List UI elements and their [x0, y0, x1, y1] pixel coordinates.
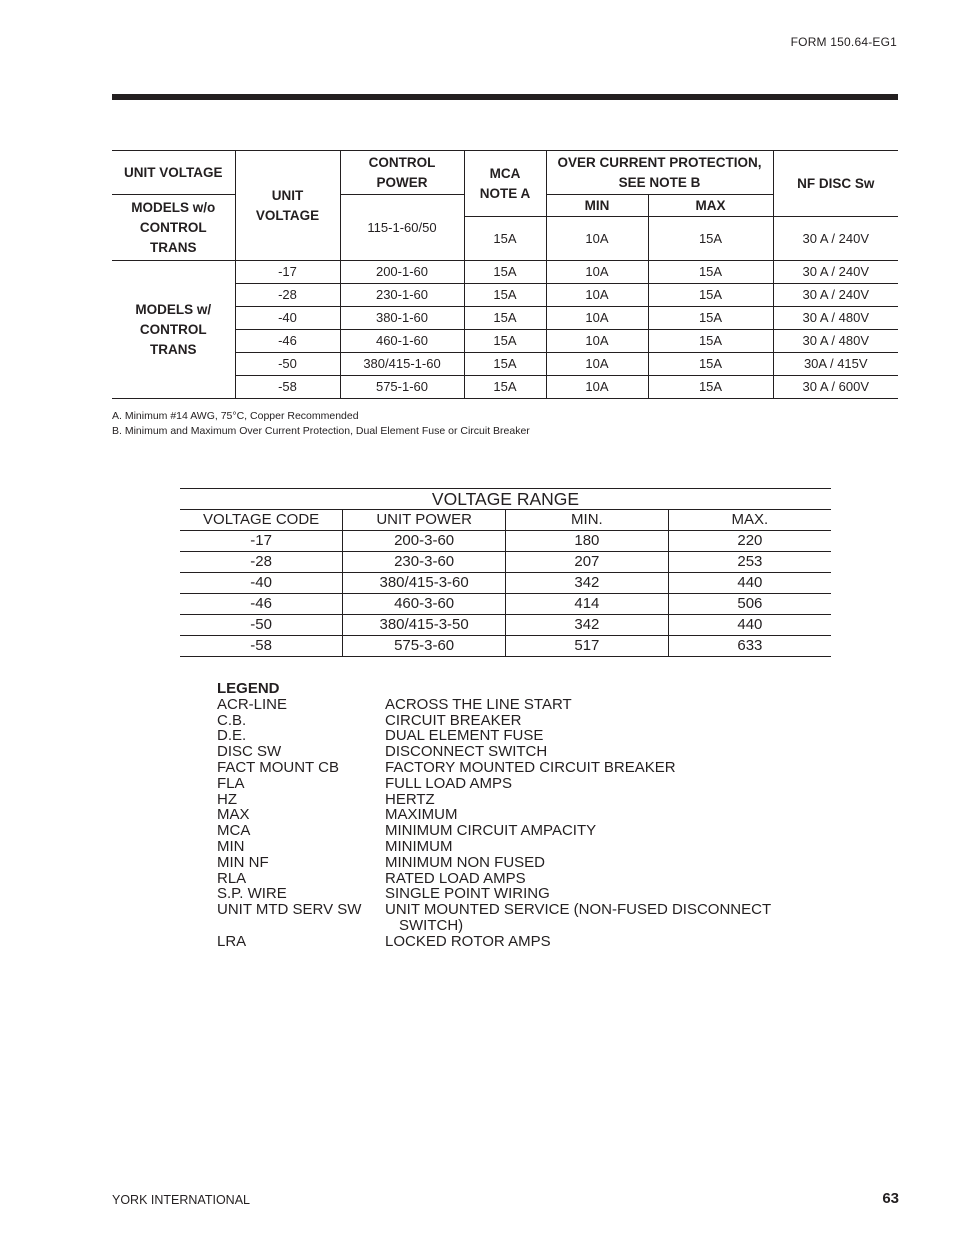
table-row: [180, 531, 831, 552]
legend-item: [217, 855, 805, 871]
nf-disc-cell: 30 A / 240V: [773, 261, 898, 284]
unit-voltage-header: [235, 151, 340, 261]
table-row: [180, 594, 831, 615]
mca-cell: 15A: [464, 307, 546, 330]
legend-desc: HERTZ: [385, 790, 435, 808]
legend-item: [217, 934, 805, 950]
legend-item: [217, 871, 805, 887]
max-cell: 506: [668, 594, 831, 615]
header-line: MCA: [489, 165, 521, 181]
legend-abbr: HZ: [217, 790, 237, 808]
form-number: FORM 150.64-EG1: [790, 35, 897, 49]
table-row: [112, 261, 898, 284]
header-line: SEE NOTE B: [618, 174, 701, 190]
label-line: CONTROL: [139, 321, 207, 337]
voltage-range-header-row: [180, 510, 831, 531]
unit-voltage-cell: -58: [235, 376, 340, 399]
models-w-label: [112, 261, 235, 399]
legend-abbr: S.P. WIRE: [217, 885, 287, 903]
legend-item: [217, 728, 805, 744]
legend-item: [217, 776, 805, 792]
legend-abbr: D.E.: [217, 727, 247, 745]
header-line: NOTE A: [479, 185, 531, 201]
nf-disc-cell: 30 A / 600V: [773, 376, 898, 399]
legend-desc: FULL LOAD AMPS: [385, 774, 512, 792]
unit-power-cell: 200-3-60: [343, 531, 506, 552]
legend-item: [217, 839, 805, 855]
header-line: POWER: [376, 174, 428, 190]
legend-desc: SINGLE POINT WIRING: [385, 885, 550, 903]
legend-item: [217, 886, 805, 902]
legend-desc: MINIMUM CIRCUIT AMPACITY: [385, 822, 597, 840]
table-notes: [112, 409, 530, 439]
note-a: A. Minimum #14 AWG, 75°C, Copper Recommended: [112, 410, 359, 422]
max-cell: 15A: [648, 307, 773, 330]
legend-desc: [385, 902, 805, 934]
voltage-code-cell: -58: [180, 636, 343, 657]
models-wo-min: 10A: [546, 217, 648, 261]
max-header: MAX: [648, 195, 773, 217]
unit-voltage-cell: -17: [235, 261, 340, 284]
legend-desc: ACROSS THE LINE START: [385, 695, 572, 713]
label-line: TRANS: [150, 239, 197, 255]
header-line: CONTROL: [368, 154, 436, 170]
min-cell: 10A: [546, 307, 648, 330]
legend-desc: DISCONNECT SWITCH: [385, 743, 548, 761]
min-header: MIN: [546, 195, 648, 217]
max-cell: 15A: [648, 261, 773, 284]
unit-power-cell: 230-3-60: [343, 552, 506, 573]
control-power-cell: 575-1-60: [340, 376, 464, 399]
legend-item: [217, 697, 805, 713]
legend-title: LEGEND: [217, 680, 280, 697]
control-power-cell: 380-1-60: [340, 307, 464, 330]
legend-item: [217, 760, 805, 776]
header-line: VOLTAGE: [255, 207, 320, 223]
unit-voltage-group-header: UNIT VOLTAGE: [112, 151, 235, 195]
legend-item: [217, 792, 805, 808]
unit-power-cell: 380/415-3-60: [343, 573, 506, 594]
label-line: TRANS: [150, 341, 197, 357]
min-cell: 10A: [546, 330, 648, 353]
mca-cell: 15A: [464, 284, 546, 307]
voltage-code-cell: -50: [180, 615, 343, 636]
max-cell: 15A: [648, 353, 773, 376]
unit-voltage-cell: -40: [235, 307, 340, 330]
legend-abbr: MCA: [217, 822, 251, 840]
nf-disc-cell: 30 A / 240V: [773, 284, 898, 307]
header-line: UNIT: [271, 187, 304, 203]
legend-desc: FACTORY MOUNTED CIRCUIT BREAKER: [385, 758, 676, 776]
voltage-range-title-row: [180, 489, 831, 510]
legend-item: [217, 713, 805, 729]
legend-abbr: RLA: [217, 869, 247, 887]
max-cell: 440: [668, 615, 831, 636]
column-header: MAX.: [668, 510, 831, 531]
label-line: CONTROL: [139, 219, 207, 235]
nf-disc-cell: 30A / 415V: [773, 353, 898, 376]
legend-item: [217, 744, 805, 760]
legend-abbr: MAX: [217, 806, 250, 824]
min-cell: 207: [506, 552, 669, 573]
min-cell: 10A: [546, 284, 648, 307]
legend-desc: LOCKED ROTOR AMPS: [385, 932, 551, 950]
min-cell: 342: [506, 615, 669, 636]
control-power-cell: 230-1-60: [340, 284, 464, 307]
unit-power-cell: 380/415-3-50: [343, 615, 506, 636]
nf-disc-header: NF DISC Sw: [773, 151, 898, 217]
mca-header: [464, 151, 546, 217]
control-power-cell: 200-1-60: [340, 261, 464, 284]
legend-abbr: MIN NF: [217, 853, 269, 871]
legend: [217, 681, 805, 950]
models-wo-label: [112, 195, 235, 261]
page-number: 63: [882, 1190, 899, 1207]
voltage-range-table: [180, 488, 831, 657]
table-header-row: [112, 151, 898, 195]
legend-desc: MINIMUM: [385, 837, 453, 855]
min-cell: 10A: [546, 376, 648, 399]
column-header: UNIT POWER: [343, 510, 506, 531]
legend-abbr: FACT MOUNT CB: [217, 758, 339, 776]
min-cell: 10A: [546, 353, 648, 376]
legend-desc: DUAL ELEMENT FUSE: [385, 727, 544, 745]
header-rule: [112, 94, 898, 100]
voltage-code-cell: -46: [180, 594, 343, 615]
legend-desc: MAXIMUM: [385, 806, 458, 824]
header-line: OVER CURRENT PROTECTION,: [557, 154, 762, 170]
nf-disc-cell: 30 A / 480V: [773, 330, 898, 353]
min-cell: 342: [506, 573, 669, 594]
label-line: MODELS w/: [135, 301, 212, 317]
nf-disc-cell: 30 A / 480V: [773, 307, 898, 330]
legend-desc: CIRCUIT BREAKER: [385, 711, 522, 729]
models-wo-control-power: 115-1-60/50: [340, 195, 464, 261]
unit-voltage-cell: -50: [235, 353, 340, 376]
legend-abbr: ACR-LINE: [217, 695, 288, 713]
legend-item: [217, 823, 805, 839]
legend-desc: MINIMUM NON FUSED: [385, 853, 545, 871]
legend-abbr: DISC SW: [217, 743, 282, 761]
table-row: [180, 573, 831, 594]
mca-cell: 15A: [464, 330, 546, 353]
max-cell: 633: [668, 636, 831, 657]
table-row: [180, 636, 831, 657]
legend-abbr: C.B.: [217, 711, 247, 729]
legend-desc-continuation: SWITCH): [399, 916, 464, 934]
label-line: MODELS w/o: [131, 199, 216, 215]
unit-voltage-cell: -46: [235, 330, 340, 353]
voltage-code-cell: -17: [180, 531, 343, 552]
max-cell: 15A: [648, 376, 773, 399]
min-cell: 517: [506, 636, 669, 657]
max-cell: 220: [668, 531, 831, 552]
max-cell: 15A: [648, 284, 773, 307]
footer-company: YORK INTERNATIONAL: [112, 1193, 250, 1207]
mca-cell: 15A: [464, 261, 546, 284]
legend-item: [217, 807, 805, 823]
ocp-header: [546, 151, 773, 195]
legend-item: [217, 902, 805, 934]
unit-power-cell: 460-3-60: [343, 594, 506, 615]
mca-cell: 15A: [464, 353, 546, 376]
legend-abbr: FLA: [217, 774, 245, 792]
max-cell: 15A: [648, 330, 773, 353]
voltage-code-cell: -28: [180, 552, 343, 573]
legend-desc-line: UNIT MOUNTED SERVICE (NON-FUSED DISCONNECT: [385, 901, 772, 919]
electrical-data-table: [112, 150, 898, 399]
control-power-cell: 460-1-60: [340, 330, 464, 353]
models-wo-nf-disc: 30 A / 240V: [773, 217, 898, 261]
min-cell: 180: [506, 531, 669, 552]
min-cell: 10A: [546, 261, 648, 284]
voltage-range-title: VOLTAGE RANGE: [180, 489, 831, 510]
table-row: [180, 615, 831, 636]
control-power-cell: 380/415-1-60: [340, 353, 464, 376]
table-row: [180, 552, 831, 573]
mca-cell: 15A: [464, 376, 546, 399]
legend-abbr: UNIT MTD SERV SW: [217, 901, 362, 919]
legend-desc: RATED LOAD AMPS: [385, 869, 526, 887]
max-cell: 440: [668, 573, 831, 594]
note-b: B. Minimum and Maximum Over Current Protection, Dual Element Fuse or Circuit Breaker: [112, 425, 530, 437]
unit-voltage-cell: -28: [235, 284, 340, 307]
legend-abbr: LRA: [217, 932, 247, 950]
unit-power-cell: 575-3-60: [343, 636, 506, 657]
min-cell: 414: [506, 594, 669, 615]
models-wo-max: 15A: [648, 217, 773, 261]
column-header: VOLTAGE CODE: [180, 510, 343, 531]
models-wo-mca: 15A: [464, 217, 546, 261]
legend-abbr: MIN: [217, 837, 245, 855]
max-cell: 253: [668, 552, 831, 573]
voltage-code-cell: -40: [180, 573, 343, 594]
column-header: MIN.: [506, 510, 669, 531]
control-power-header: [340, 151, 464, 195]
